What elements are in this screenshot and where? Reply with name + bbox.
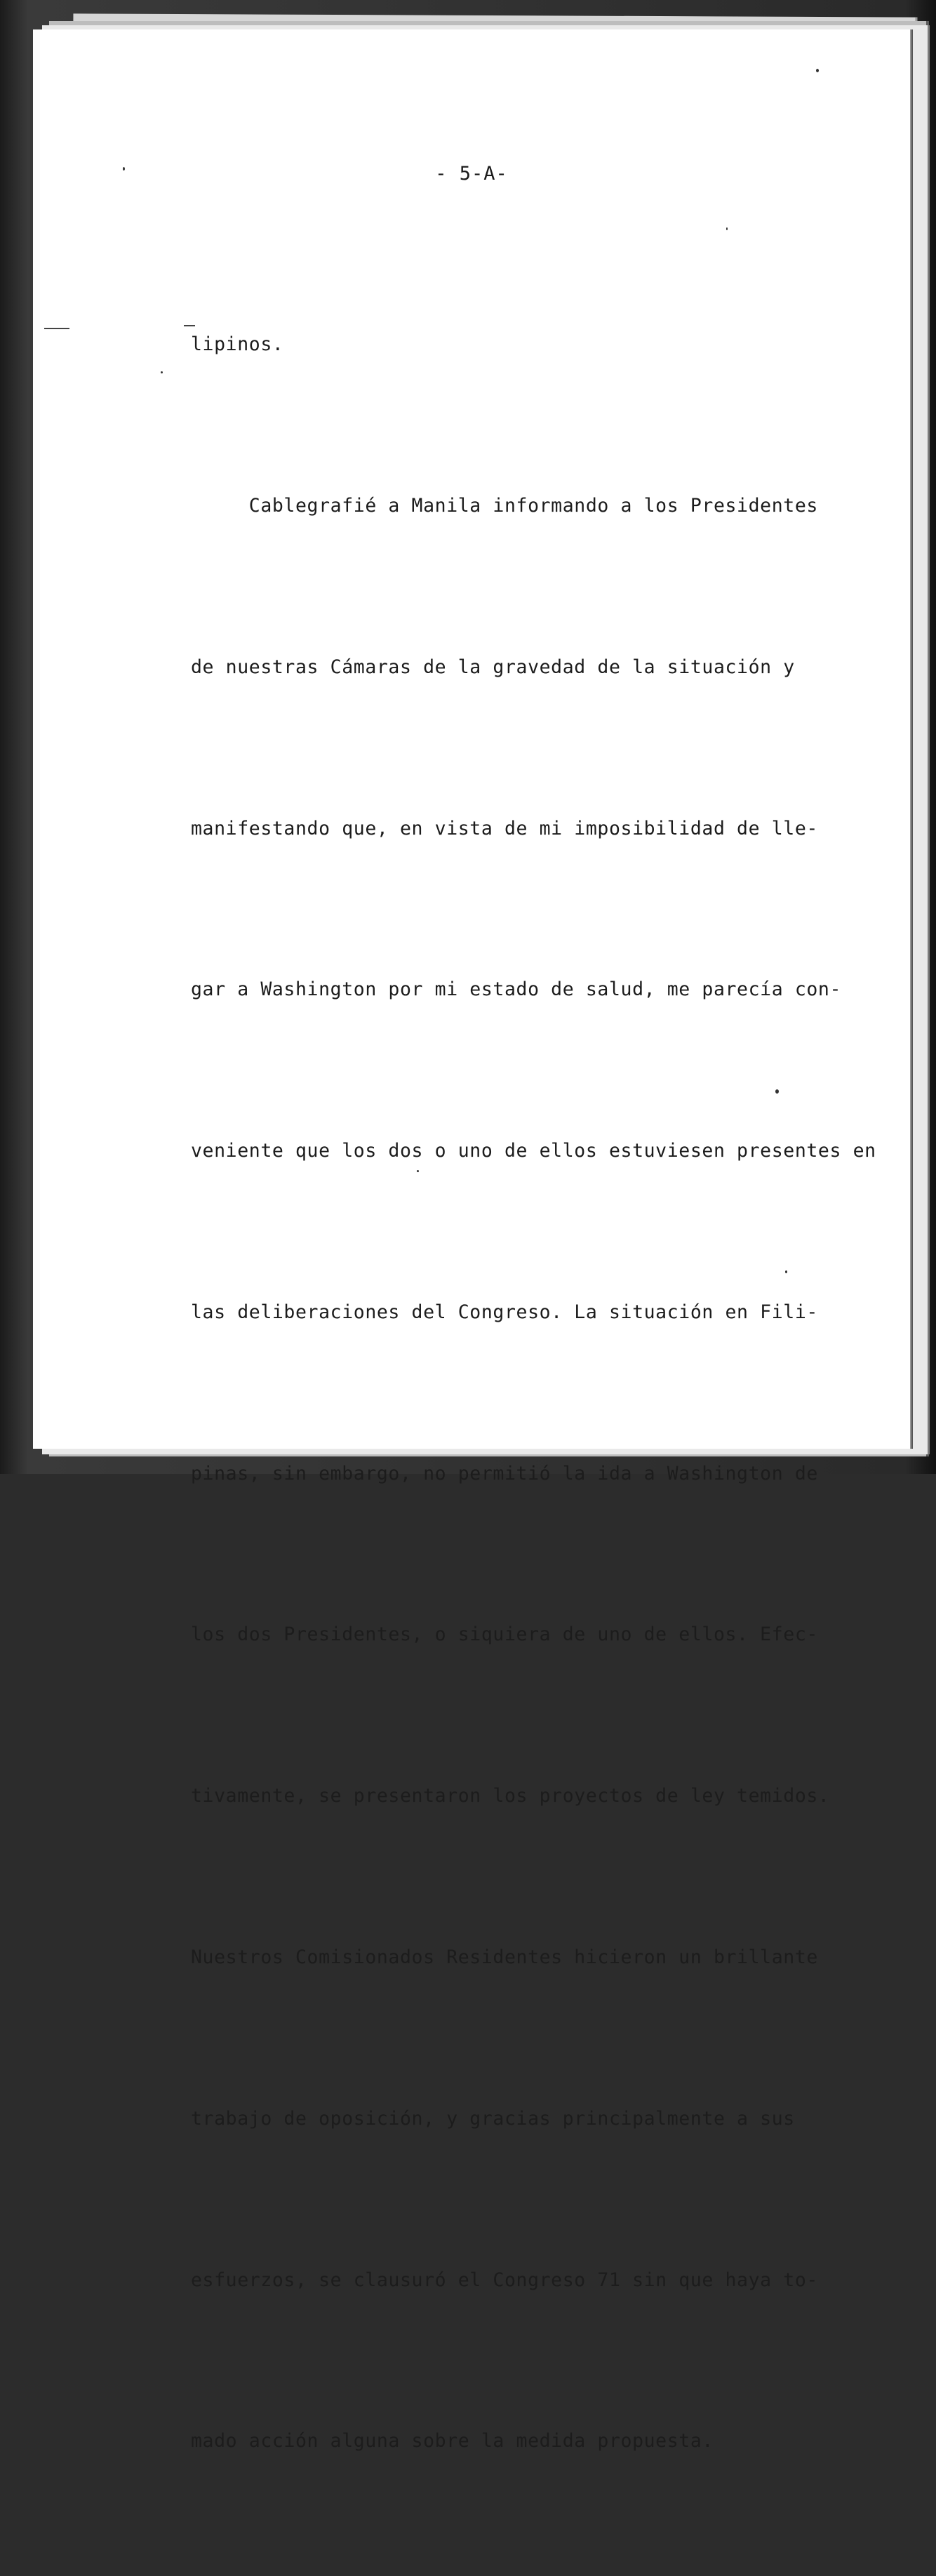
- text-line: de nuestras Cámaras de la gravedad de la situación y: [191, 656, 795, 678]
- scan-speck: [785, 1270, 787, 1273]
- text-line: los dos Presidentes, o siquiera de uno de ellos. Efec-: [191, 1624, 818, 1646]
- scan-mark: [184, 325, 195, 326]
- scan-speck: [816, 69, 819, 72]
- body-text: [191, 211, 878, 2576]
- text-line: lipinos.: [191, 333, 284, 356]
- text-line: mado acción alguna sobre la medida propuesta.: [191, 2430, 714, 2452]
- text-line: gar a Washington por mi estado de salud, me parecía con-: [191, 978, 842, 1001]
- scan-speck: [726, 227, 728, 230]
- scan-mark: [44, 328, 69, 329]
- scan-speck: [123, 167, 125, 171]
- text-line: veniente que los dos o uno de ellos estuviesen presentes en: [191, 1140, 876, 1162]
- scan-speck: [161, 371, 163, 373]
- text-line: pinas, sin embargo, no permitió la ida a Washington de: [191, 1462, 818, 1485]
- typed-page: [33, 29, 910, 2452]
- page-number: - 5-A-: [435, 163, 508, 185]
- text-line: trabajo de oposición, y gracias principalmente a sus: [191, 2107, 795, 2130]
- text-line: Nuestros Comisionados Residentes hicieron un brillante: [191, 1946, 818, 1968]
- text-line: manifestando que, en vista de mi imposibilidad de lle-: [191, 817, 818, 839]
- text-line: esfuerzos, se clausuró el Congreso 71 sin que haya to-: [191, 2269, 818, 2291]
- text-line: Cablegrafié a Manila informando a los Presidentes: [191, 494, 818, 517]
- scan-speck: [775, 1089, 779, 1094]
- text-line: tivamente, se presentaron los proyectos de ley temidos.: [191, 1785, 830, 1807]
- text-line: las deliberaciones del Congreso. La situación en Fili-: [191, 1301, 818, 1323]
- scan-speck: [417, 1170, 419, 1172]
